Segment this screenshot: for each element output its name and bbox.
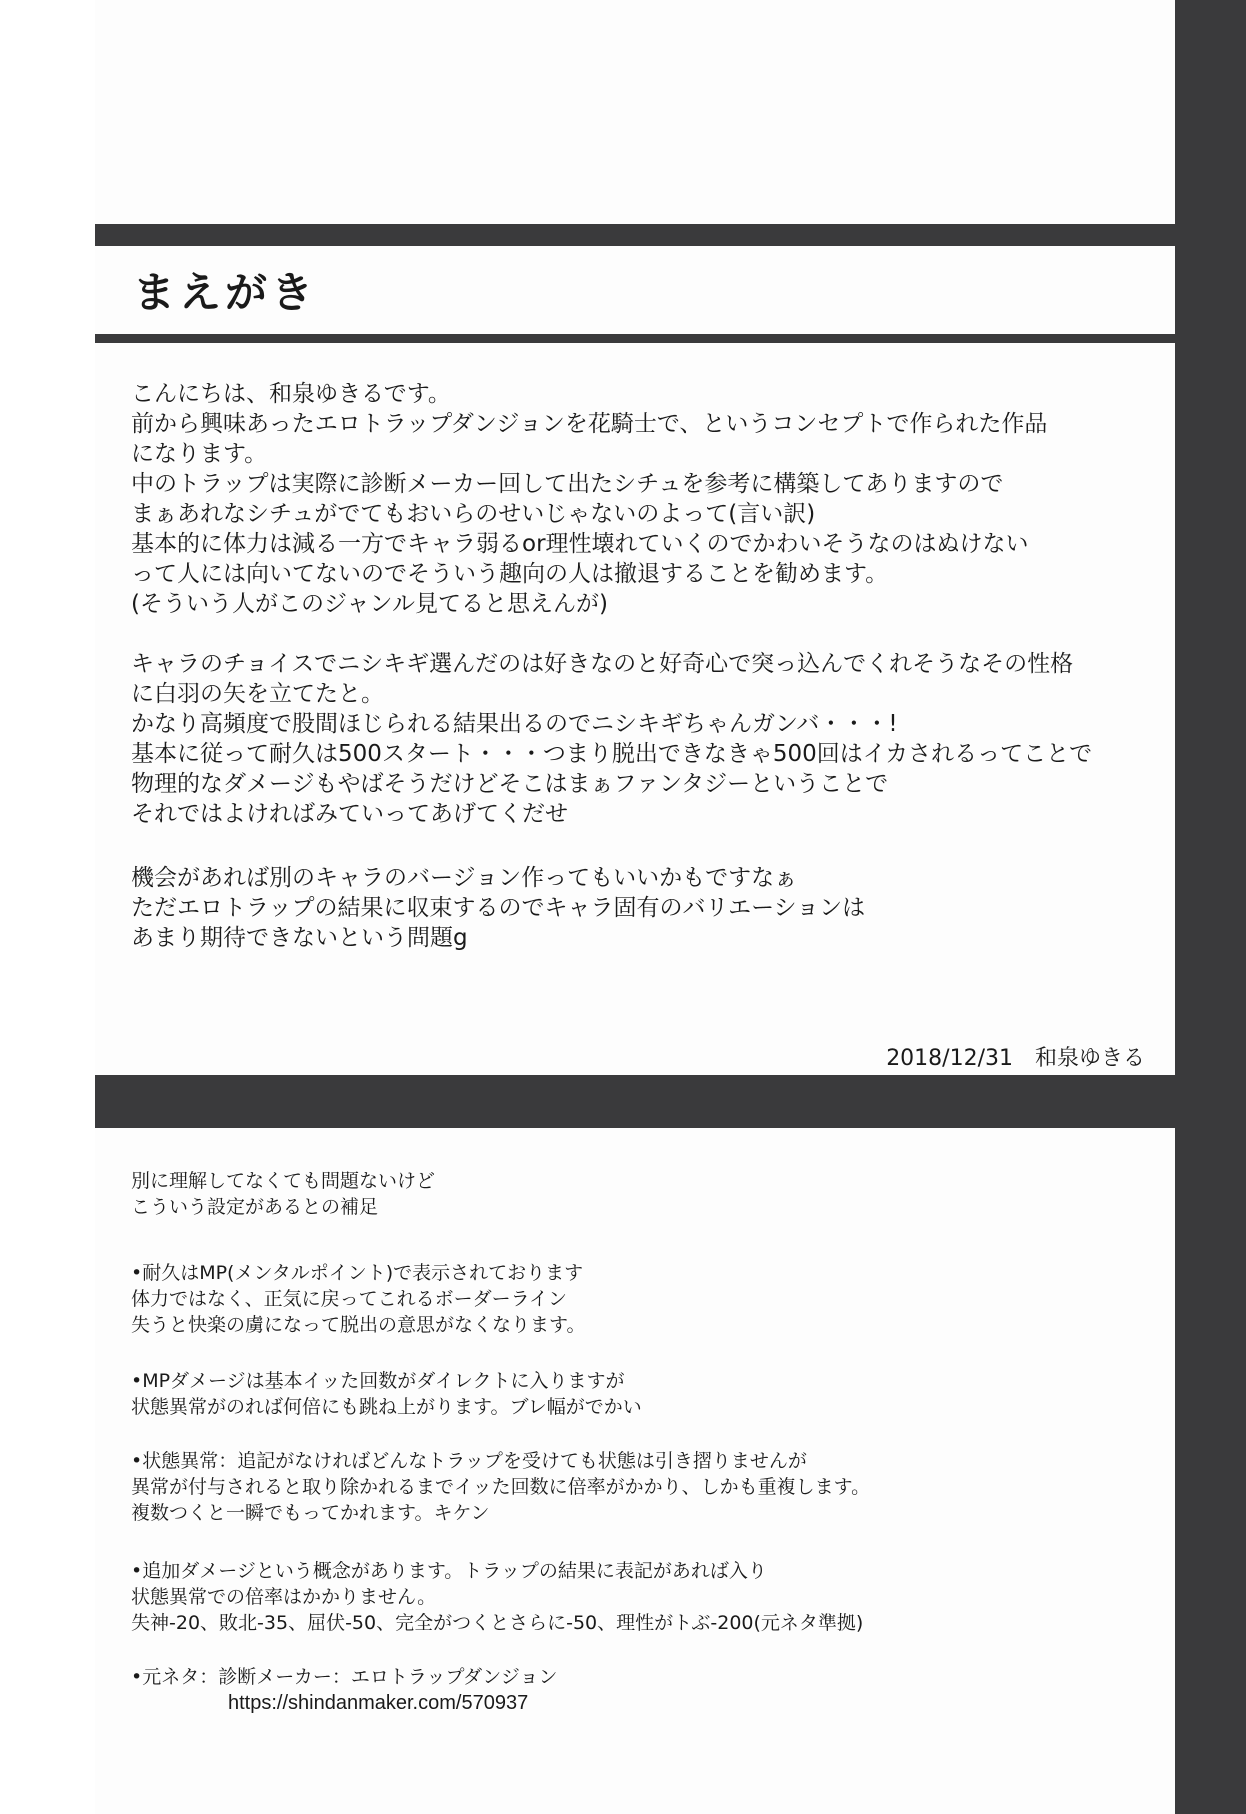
title-panel (95, 246, 1175, 334)
note-status-effects: •状態異常：追記がなければどんなトラップを受けても状態は引き摺りませんが 異常が付与されると取り除かれるまでイッた回数に倍率がかかり、しかも重複します。 複数つくと一瞬でもってかれます。キケン (131, 1450, 871, 1524)
page-left-margin (0, 0, 95, 1814)
notes-intro: 別に理解してなくても問題ないけど こういう設定があるとの補足 (131, 1170, 436, 1218)
divider-rule (95, 1084, 1175, 1089)
preface-paragraph-1: こんにちは、和泉ゆきるです。 前から興味あったエロトラップダンジョンを花騎士で、というコンセプトで作られた作品 になります。 中のトラップは実際に診断メーカー回して出たシチュを参考に構築してありますので まぁあれなシチュがでてもおいらのせいじゃないのよって(言い訳) 基本的に体力は減る一方でキャラ弱るor理性壊れていくのでかわいそうなのはぬけない って人には向いてないのでそういう趣向の人は撤退することを勧めます。 (そういう人がこのジャンル見てると思えんが) (131, 381, 1048, 617)
source-url: https://shindanmaker.com/570937 (228, 1692, 529, 1714)
preface-panel (95, 343, 1175, 1075)
notes-panel (95, 1128, 1175, 1814)
preface-paragraph-2: キャラのチョイスでニシキギ選んだのは好きなのと好奇心で突っ込んでくれそうなその性格 に白羽の矢を立てたと。 かなり高頻度で股間ほじられる結果出るのでニシキギちゃんガンバ・・・! 基本に従って耐久は500スタート・・・つまり脱出できなきゃ500回はイカされるってことで 物理的なダメージもやばそうだけどそこはまぁファンタジーということで それではよければみていってあげてくだせ (131, 651, 1093, 827)
date-signature: 2018/12/31 和泉ゆきる (886, 1046, 1145, 1071)
note-source: •元ネタ：診断メーカー：エロトラップダンジョン (131, 1666, 558, 1688)
note-mp-damage: •MPダメージは基本イッた回数がダイレクトに入りますが 状態異常がのれば何倍にも跳ね上がります。ブレ幅がでかい (131, 1370, 642, 1418)
preface-paragraph-3: 機会があれば別のキャラのバージョン作ってもいいかもですなぁ ただエロトラップの結果に収束するのでキャラ固有のバリエーションは あまり期待できないという問題g (131, 865, 866, 951)
note-extra-damage: •追加ダメージという概念があります。トラップの結果に表記があれば入り 状態異常での倍率はかかりません。 失神-20、敗北-35、屈伏-50、完全がつくとさらに-50、理性がトぶ-200(元ネタ準拠) (131, 1560, 864, 1634)
page-title: まえがき (133, 268, 318, 317)
note-durability: •耐久はMP(メンタルポイント)で表示されております 体力ではなく、正気に戻ってこれるボーダーライン 失うと快楽の虜になって脱出の意思がなくなります。 (131, 1262, 586, 1336)
blank-top-panel (95, 0, 1175, 224)
